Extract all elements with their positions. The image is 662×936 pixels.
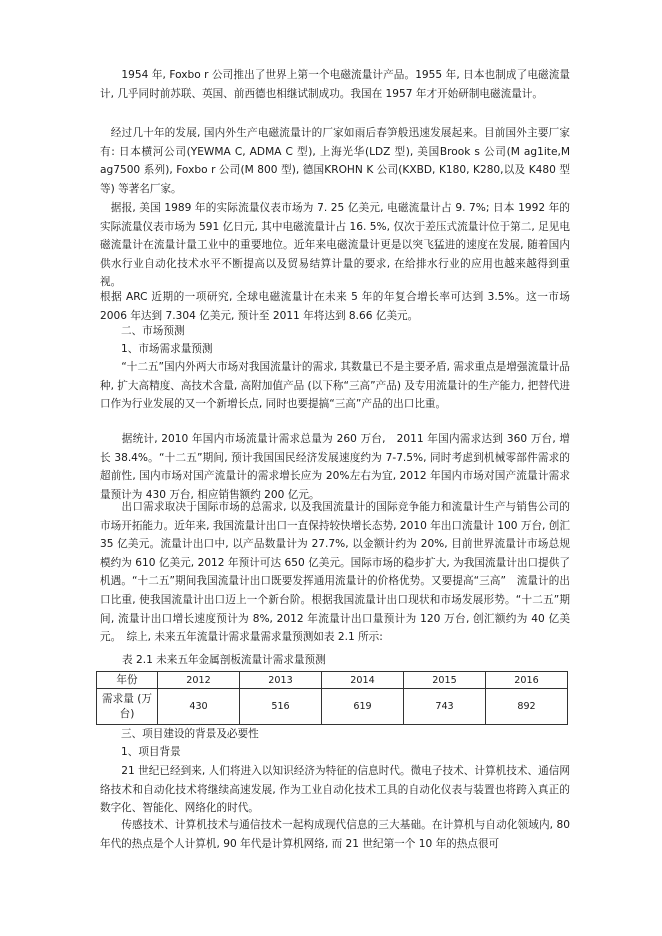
table-year-cell: 2013 [240, 672, 322, 689]
table-value-cell: 743 [404, 689, 486, 725]
paragraph-market-size: 据报, 美国 1989 年的实际流量仪表市场为 7. 25 亿美元, 电磁流量计占 9. 7%; 日本 1992 年的实际流量仪表市场为 591 亿日元, 其中电磁流量计占 16. 5%, 仅次于差压式流量计位于第二, 足见电磁流量计在流量计量工业中的重要地位。近年来电磁流量计更是以突飞猛进的速度在发展, 随着国内供水行业自动化技术水平不断提高以及贸易结算计量的要求, 在给排水行业的应用也越来越得到重视。 [100, 202, 570, 289]
paragraph-history: 1954 年, Foxbo r 公司推出了世界上第一个电磁流量计产品。1955 年, 日本也制成了电磁流量计, 几乎同时前苏联、英国、前西德也相继试制成功。我国在 1957 年才开始研制电磁流量计。 [100, 69, 570, 100]
table-value-cell: 892 [486, 689, 568, 725]
table-year-cell: 2014 [322, 672, 404, 689]
heading-project-background: 1、项目背景 [121, 746, 181, 758]
paragraph-sensing-technology: 传感技术、计算机技术与通信技术一起构成现代信息的三大基础。在计算机与自动化领域内, 80 年代的热点是个人计算机, 90 年代是计算机网络, 而 21 世纪第一个 10 年的热点很可 [100, 819, 570, 850]
paragraph-arc-research: 根据 ARC 近期的一项研究, 全球电磁流量计在未来 5 年的年复合增长率可达到 3.5%。这一市场 2006 年达到 7.304 亿美元, 预计至 2011 年将达到 8.66 亿美元。 [100, 291, 570, 322]
table-year-cell: 2012 [158, 672, 240, 689]
table-header-label: 年份 [97, 672, 158, 689]
table-year-cell: 2015 [404, 672, 486, 689]
table-year-cell: 2016 [486, 672, 568, 689]
paragraph-information-age: 21 世纪已经到来, 人们将进入以知识经济为特征的信息时代。微电子技术、计算机技术、通信网络技术和自动化技术将继续高速发展, 作为工业自动化技术工具的自动化仪表与装置也将跨入真正的数字化、智能化、网络化的时代。 [100, 765, 570, 815]
paragraph-five-year-plan: “十二五”国内外两大市场对我国流量计的需求, 其数量已不是主要矛盾, 需求重点是增强流量计品种, 扩大高精度、高技术含量, 高附加值产品 (以下称“三高”产品) 及专用流量计的生产能力, 把替代进口作为行业发展的又一个新增长点, 同时也要提搞“三高”产品的出口比重。 [100, 361, 570, 411]
table-value-cell: 619 [322, 689, 404, 725]
table-caption: 表 2.1 未来五年金属剖板流量计需求量预测 [122, 654, 326, 666]
table-header-row [97, 672, 568, 689]
demand-forecast-table [96, 671, 568, 725]
heading-market-forecast: 二、市场预测 [121, 325, 185, 337]
heading-project-background-section: 三、项目建设的背景及必要性 [121, 728, 259, 740]
table-value-cell: 516 [240, 689, 322, 725]
paragraph-export: 出口需求取决于国际市场的总需求, 以及我国流量计的国际竞争能力和流量计生产与销售公司的市场开拓能力。近年来, 我国流量计出口一直保持较快增长态势, 2010 年出口流量计 100 万台, 创汇 35 亿美元。流量计出口中, 以产品数量计为 27.7%, 以金额计约为 20%, 目前世界流量计市场总规模约为 610 亿美元, 2012 年预计可达 650 亿美元。国际市场的稳步扩大, 为我国流量计出口提供了机遇。“十二五”期间我国流量计出口既要发挥通用流量计的价格优势。又要提高“三高” 流量计的出口比重, 使我国流量计出口迈上一个新台阶。根据我国流量计出口现状和市场发展形势。“十二五”期间, 流量计出口增长速度预计为 8%, 2012 年流量计出口量预计为 120 万台, 创汇额约为 40 亿美元。 综上, 未来五年流量计需求量需求量预测如表 2.1 所示: [100, 501, 570, 644]
paragraph-manufacturers: 经过几十年的发展, 国内外生产电磁流量计的厂家如雨后春笋般迅速发展起来。目前国外主要厂家有: 日本横河公司(YEWMA C, ADMA C 型), 上海光华(LDZ 型), 美国Brook s 公司(M ag1ite,M ag7500 系列), Foxbo r 公司(M 800 型), 德国KROHN K 公司(KXBD, K180, K280,以及 K480 型等) 等著名厂家。 [100, 127, 570, 195]
paragraph-statistics: 据统计, 2010 年国内市场流量计需求总量为 260 万台, 2011 年国内需求达到 360 万台, 增长 38.4%。“十二五”期间, 预计我国国民经济发展速度约为 7-7.5%, 同时考虑到机械零部件需求的超前性, 国内市场对国产流量计的需求增长应为 20%左右为宜, 2012 年国内市场对国产流量计需求量预计为 430 万台, 相应销售额约 200 亿元。 [100, 433, 570, 501]
table-row-label: 需求量 (万台) [97, 689, 158, 725]
table-row [97, 689, 568, 725]
table-value-cell: 430 [158, 689, 240, 725]
heading-demand-forecast: 1、市场需求量预测 [121, 343, 213, 355]
